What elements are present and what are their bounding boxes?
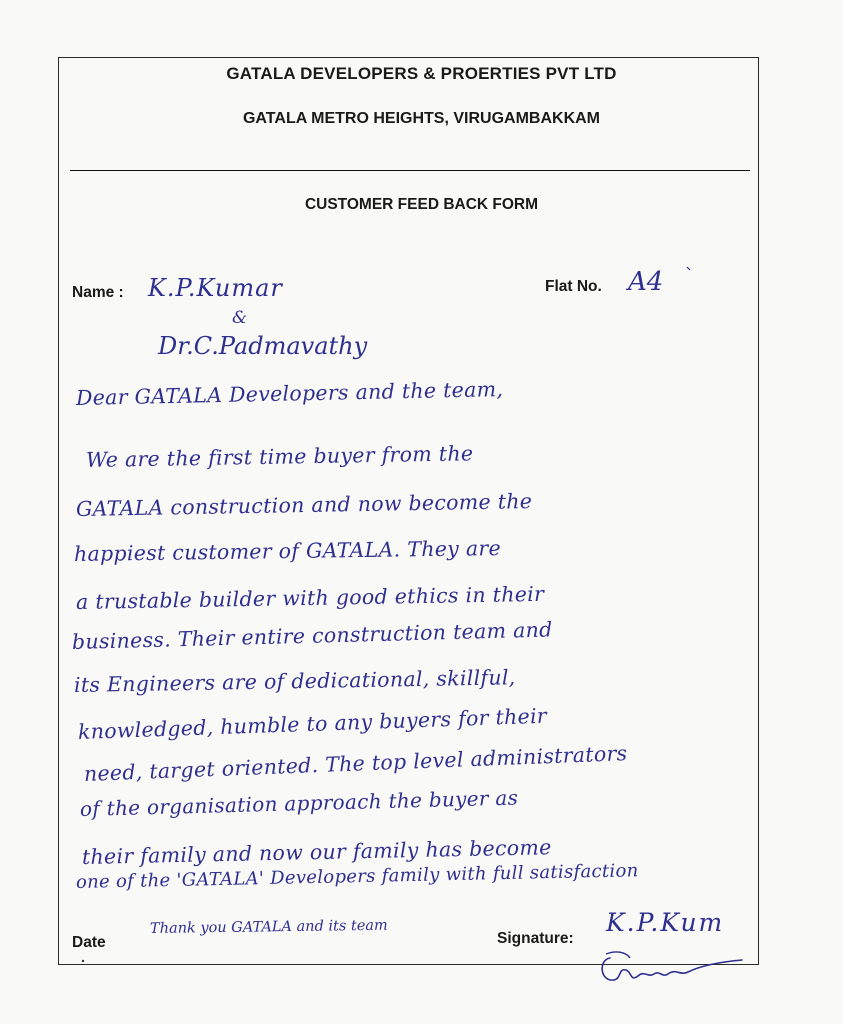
feedback-line: of the organisation approach the buyer as — [79, 785, 519, 821]
form-title: CUSTOMER FEED BACK FORM — [304, 196, 539, 213]
stray-dot — [80, 958, 86, 964]
feedback-line: business. Their entire construction team and — [71, 617, 553, 654]
closing-note: Thank you GATALA and its team — [149, 917, 388, 937]
flat-no-label: Flat No. — [545, 278, 602, 295]
project-name: GATALA METRO HEIGHTS, VIRUGAMBAKKAM — [242, 110, 600, 127]
feedback-line: GATALA construction and now become the — [75, 489, 533, 521]
name-value-secondary: Dr.C.Padmavathy — [158, 332, 368, 360]
feedback-line: happiest customer of GATALA. They are — [73, 536, 502, 566]
feedback-line: its Engineers are of dedicational, skillful, — [73, 665, 516, 697]
company-name: GATALA DEVELOPERS & PROERTIES PVT LTD — [226, 64, 617, 83]
feedback-line: a trustable builder with good ethics in their — [75, 581, 545, 614]
signature-label: Signature: — [497, 930, 574, 947]
flat-no-value: A4 — [628, 267, 664, 297]
ink-dot-mark — [686, 266, 692, 272]
feedback-line: their family and now our family has become — [81, 835, 552, 869]
signature-handwritten: K.P.Kum — [606, 908, 725, 937]
name-ampersand: & — [232, 308, 248, 328]
feedback-line: one of the 'GATALA' Developers family with full satisfaction — [75, 860, 639, 893]
signature-scribble — [596, 948, 746, 990]
feedback-line: need, target oriented. The top level administrators — [83, 741, 628, 786]
name-value-primary: K.P.Kumar — [148, 274, 283, 302]
name-label: Name : — [72, 284, 124, 301]
feedback-line: Dear GATALA Developers and the team, — [75, 377, 504, 410]
feedback-line: We are the first time buyer from the — [85, 441, 474, 472]
header-divider — [70, 170, 750, 171]
feedback-line: knowledged, humble to any buyers for their — [77, 703, 548, 744]
date-label: Date — [72, 934, 106, 951]
